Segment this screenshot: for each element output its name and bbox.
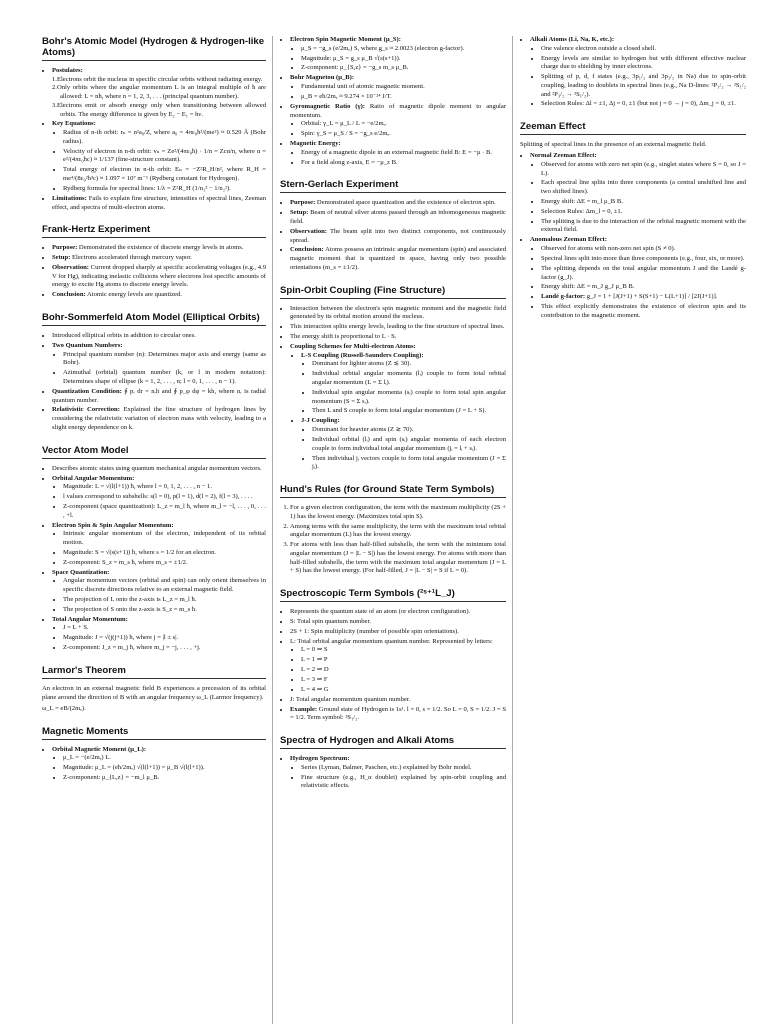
item-label: Key Equations: [52, 120, 96, 128]
item-label: Conclusion: [290, 246, 324, 254]
item-label: Anomalous Zeeman Effect: [530, 236, 607, 244]
section-zeeman [520, 121, 746, 320]
list-item [52, 67, 266, 119]
section-larmor [42, 665, 266, 714]
item-label: J-J Coupling: [301, 417, 340, 425]
column-1 [42, 36, 273, 1024]
list-item: • L = 4 ⇒ G [301, 686, 506, 695]
section-title: Frank-Hertz Experiment [42, 224, 266, 238]
item-label: Relativistic Correction: [52, 406, 120, 414]
list-item: • Interaction between the electron's spin magnetic moment and the magnetic field generated by its orbital motion around the nucleus. [290, 305, 506, 322]
list-item: • This effect explicitly demonstrates the existence of electron spin and its contribution to the magnetic moment. [541, 303, 746, 320]
list-item: • Magnitude: S = √(s(s+1)) ħ, where s = 1/2 for an electron. [63, 549, 266, 558]
list-item: • Z-component: S_z = m_s ħ, where m_s = ±1/2. [63, 559, 266, 568]
list-item: • The energy shift is proportional to L · S. [290, 333, 506, 342]
item-text: Ground state of Hydrogen is 1s¹. l = 0, s = 1/2. So L = 0, S = 1/2. J = S = 1/2. Term symbol: ²S₁/₂. [290, 705, 506, 722]
item-label: Purpose: [52, 244, 78, 252]
list-item: • Orbital: γ_L = μ_L / L = −e/2mₑ. [301, 120, 506, 129]
item-text: ∮ pᵣ dr = nᵣh and ∮ p_φ dφ = kh, where nᵣ is radial quantum number. [52, 387, 266, 404]
list-item [52, 746, 266, 783]
list-item [52, 195, 266, 212]
list-item: • Z-component (space quantization): L_z = m_l ħ, where m_l = −l, . . . , 0, . . . , +l. [63, 503, 266, 520]
section-spin-moment [280, 36, 506, 167]
numbered-item: 1.Electrons orbit the nucleus in specific circular orbits without radiating energy. [52, 75, 263, 83]
item-label: Gyromagnetic Ratio (γ): [290, 102, 365, 110]
list-item [290, 140, 506, 167]
item-label: Setup: [290, 209, 309, 217]
section-bohr [42, 36, 266, 212]
list-item: • L = 3 ⇒ F [301, 676, 506, 685]
section-frank-hertz [42, 224, 266, 300]
list-item: 1. For a given electron configuration, the term with the maximum multiplicity (2S + 1) has the lowest energy. (Maximizes total spin S). [290, 504, 506, 521]
list-item: • Energy of a magnetic dipole in an external magnetic field B: E = −μ · B. [301, 149, 506, 158]
list-item: • Splitting of p, d, f states (e.g., 3p₁/₂ and 3p₃/₂ in Na) due to spin-orbit coupling, leading to doublets in spectral lines (e.g., Na D-lines: ²P₁/₂ → ²S₁/₂ and ²P₃/₂ → ²S₁/₂). [541, 73, 746, 99]
list-item: • Magnitude: L = √(l(l+1)) ħ, where l = 0, 1, 2, . . . , n − 1. [63, 483, 266, 492]
list-item: • Rydberg formula for spectral lines: 1/λ = Z²R_H (1/n₁² − 1/n₂²). [63, 185, 266, 194]
list-item [541, 293, 746, 302]
list-item: • Magnitude: J = √(j(j+1)) ħ, where j = |l ± s|. [63, 634, 266, 643]
item-label: Magnetic Energy: [290, 140, 341, 148]
list-item: • S: Total spin quantum number. [290, 618, 506, 627]
item-label: Observation: [290, 227, 327, 235]
list-item [301, 352, 506, 416]
list-item: • Z-component: J_z = m_j ħ, where m_j = −j, . . . , +j. [63, 644, 266, 653]
list-item: • L = 2 ⇒ D [301, 666, 506, 675]
numbered-item: 3.Electrons emit or absorb energy only when transitioning between allowed orbits. The energy difference is given by E₂ − E₁ = hν. [52, 101, 266, 118]
bullet-list [42, 67, 266, 212]
list-item: • Dominant for heavier atoms (Z ≳ 70). [312, 426, 506, 435]
item-label: Coupling Schemes for Multi-electron Atoms: [290, 342, 416, 350]
item-text: g_J = 1 + [J(J+1) + S(S+1) − L(L+1)] / [2J(J+1)]. [585, 293, 718, 301]
item-text: Beam of neutral silver atoms passed through an inhomogeneous magnetic field. [290, 209, 506, 225]
list-item: • Z-component: μ_{L,z} = −m_l μ_B. [63, 774, 266, 783]
item-label: Two Quantum Numbers: [52, 341, 123, 349]
item-text: L: Total orbital angular momentum quantum number. Represented by letters: [290, 637, 493, 645]
list-item: • Individual spin angular momenta (sᵢ) couple to form total spin angular momentum (S = Σ sᵢ). [312, 389, 506, 406]
list-item [52, 342, 266, 387]
paragraph: An electron in an external magnetic field B experiences a precession of its orbital plane around the direction of B with an angular frequency ω_L (Larmor frequency). [42, 684, 266, 701]
list-item [52, 616, 266, 653]
list-item [290, 638, 506, 695]
list-item: • Describes atomic states using quantum mechanical angular momentum vectors. [52, 465, 266, 474]
item-label: Purpose: [290, 199, 316, 207]
list-item: • Azimuthal (orbital) quantum number (k, or l in modern notation): Determines shape of ellipse (k = 1, 2, . . . , n; l = 0, 1, . . . , n − 1). [63, 369, 266, 386]
list-item: • Fundamental unit of atomic magnetic moment. [301, 83, 506, 92]
list-item: • Represents the quantum state of an atom (or electron configuration). [290, 608, 506, 617]
list-item: • L = 0 ⇒ S [301, 646, 506, 655]
list-item: 2. Among terms with the same multiplicity, the term with the maximum total orbital angular momentum (L) has the lowest energy. [290, 523, 506, 540]
item-label: Quantization Condition: [52, 387, 122, 395]
list-item: • The projection of S onto the z-axis is S_z = m_s ħ. [63, 606, 266, 615]
list-item [290, 246, 506, 272]
item-text: Demonstrated space quantization and the existence of electron spin. [315, 199, 496, 207]
item-label: L-S Coupling (Russell-Saunders Coupling): [301, 351, 424, 359]
list-item [290, 228, 506, 245]
list-item: • Observed for atoms with zero net spin (e.g., singlet states where S = 0, so J = L). [541, 161, 746, 178]
section-magnetic-moments [42, 726, 266, 783]
list-item [52, 475, 266, 521]
list-item [52, 569, 266, 615]
item-text: Atoms possess an intrinsic angular momentum (spin) and associated magnetic moment that is quantized in space, having only two possible orientations (m_s = ±1/2). [290, 246, 506, 271]
item-label: Alkali Atoms (Li, Na, K, etc.): [530, 36, 615, 43]
list-item [52, 120, 266, 193]
list-item: • For a field along z-axis, E = −μ_z B. [301, 159, 506, 168]
section-hund [280, 484, 506, 576]
list-item: • J = L + S. [63, 624, 266, 633]
list-item: • Selection Rules: Δm_l = 0, ±1. [541, 208, 746, 217]
section-stern-gerlach [280, 179, 506, 272]
list-item [290, 209, 506, 226]
item-text: The beam split into two distinct components, not continuously spread. [290, 227, 506, 244]
item-label: Total Angular Momentum: [52, 615, 128, 623]
item-label: Hydrogen Spectrum: [290, 755, 350, 763]
item-label: Bohr Magneton (μ_B): [290, 74, 355, 82]
item-text: Demonstrated the existence of discrete energy levels in atoms. [77, 244, 244, 252]
list-item [52, 522, 266, 568]
list-item [290, 343, 506, 472]
list-item: • Radius of n-th orbit: rₙ = n²a₀/Z, where a₀ = 4πε₀ħ²/(me²) ≈ 0.529 Å (Bohr radius). [63, 129, 266, 146]
item-text: Atomic energy levels are quantized. [85, 291, 182, 299]
list-item: • One valence electron outside a closed shell. [541, 45, 746, 54]
section-title: Larmor's Theorem [42, 665, 266, 679]
item-text: Ratio of magnetic dipole moment to angular momentum. [290, 102, 506, 119]
item-label: Limitations: [52, 194, 87, 202]
list-item: • This interaction splits energy levels, leading to the fine structure of spectral lines. [290, 323, 506, 332]
list-item: • Dominant for lighter atoms (Z ≲ 30). [312, 360, 506, 369]
list-item: • Intrinsic angular momentum of the electron, independent of its orbital motion. [63, 530, 266, 547]
list-item: • The splitting depends on the total angular momentum J and the Landé g-factor (g_J). [541, 265, 746, 282]
item-label: Setup: [52, 254, 71, 262]
list-item: • Individual orbital angular momenta (lᵢ) couple to form total orbital angular momentum (L = Σ lᵢ). [312, 370, 506, 387]
column-2 [273, 36, 513, 1024]
list-item [290, 103, 506, 139]
list-item: • μ_B = eħ/2mₑ ≈ 9.274 × 10⁻²⁴ J/T. [301, 93, 506, 102]
list-item: • Individual orbital (lᵢ) and spin (sᵢ) angular momenta of each electron couple to form individual total angular momentum (jᵢ = lᵢ + sᵢ). [312, 436, 506, 453]
list-item: • Total energy of electron in n-th orbit: Eₙ = −Z²R_H/n², where R_H = me⁴/(8ε₀²h³c) ≈ 1.097 × 10⁷ m⁻¹ (Rydberg constant for Hydrogen). [63, 166, 266, 183]
item-text: Current dropped sharply at specific accelerating voltages (e.g., 4.9 V for Hg), indicating inelastic collisions where electrons lost specific amounts of energy to excite Hg atoms to discrete energy levels. [52, 264, 266, 289]
list-item [52, 291, 266, 300]
list-item: • Energy shift: ΔE = m_J g_J μ_B B. [541, 283, 746, 292]
paragraph: Splitting of spectral lines in the presence of an external magnetic field. [520, 141, 707, 149]
list-item: • Z-component: μ_{S,z} = −g_s m_s μ_B. [301, 64, 506, 73]
list-item [301, 417, 506, 472]
item-label: Normal Zeeman Effect: [530, 152, 597, 160]
item-label: Landé g-factor: [541, 293, 586, 301]
list-item: • μ_L = −(e/2mₑ) L. [63, 754, 266, 763]
list-item: • Principal quantum number (n): Determines major axis and energy (same as Bohr). [63, 351, 266, 368]
list-item: • Energy levels are similar to hydrogen but with different effective nuclear charge due to shielding by inner electrons. [541, 55, 746, 72]
item-text: Explained the fine structure of hydrogen lines by considering the relativistic variation of electron mass with velocity, leading to a slight energy dependence on k. [52, 406, 266, 431]
column-3 [513, 36, 746, 1024]
list-item [52, 406, 266, 432]
item-label: Electron Spin Magnetic Moment (μ_S): [290, 36, 401, 43]
equation: ω_L = eB/(2mₑ). [42, 704, 86, 712]
list-item [290, 36, 506, 73]
list-item [290, 706, 506, 723]
list-item [290, 755, 506, 791]
item-label: Orbital Magnetic Moment (μ_L): [52, 745, 147, 753]
item-label: Space Quantization: [52, 568, 110, 576]
list-item: • Observed for atoms with non-zero net spin (S ≠ 0). [541, 245, 746, 254]
list-item: • Spectral lines split into more than three components (e.g., four, six, or more). [541, 255, 746, 264]
list-item [52, 264, 266, 290]
section-title: Magnetic Moments [42, 726, 266, 740]
item-text: Electrons accelerated through mercury vapor. [70, 254, 192, 262]
section-title: Bohr's Atomic Model (Hydrogen & Hydrogen-like Atoms) [42, 36, 266, 61]
item-label: Orbital Angular Momentum: [52, 474, 135, 482]
list-item: • J: Total angular momentum quantum number. [290, 696, 506, 705]
list-item: • l values correspond to subshells: s(l = 0), p(l = 1), d(l = 2), f(l = 3), . . . . [63, 493, 266, 502]
section-spectra [280, 735, 506, 791]
item-label: Observation: [52, 264, 89, 272]
section-title: Spectra of Hydrogen and Alkali Atoms [280, 735, 506, 749]
section-title: Vector Atom Model [42, 445, 266, 459]
list-item: • The projection of L onto the z-axis is L_z = m_l ħ. [63, 596, 266, 605]
list-item: • Then individual jᵢ vectors couple to form total angular momentum (J = Σ jᵢ). [312, 455, 506, 472]
list-item [530, 36, 746, 109]
list-item: • Introduced elliptical orbits in addition to circular ones. [52, 332, 266, 341]
list-item [52, 388, 266, 405]
list-item: • Energy shift: ΔE = m_l μ_B B. [541, 198, 746, 207]
section-title: Bohr-Sommerfeld Atom Model (Elliptical Orbits) [42, 312, 266, 326]
section-term-symbols [280, 588, 506, 723]
list-item [290, 199, 506, 208]
item-label: Postulates: [52, 67, 83, 75]
list-item: 3. For atoms with less than half-filled subshells, the term with the minimum total angular momentum (J = |L − S|) has the lowest energy. For atoms with more than half-filled subshells, the term with the maximum total angular momentum (J = L + S) has the lowest energy. (For half-filled, J = |L − S| = S if L = 0). [290, 541, 506, 576]
list-item: • Magnitude: μ_L = (eħ/2mₑ) √(l(l+1)) = μ_B √(l(l+1)). [63, 764, 266, 773]
item-text: Fails to explain fine structure, intensities of spectral lines, Zeeman effect, and spectra of multi-electron atoms. [52, 194, 266, 211]
list-item: • Fine structure (e.g., H_α doublet) explained by spin-orbit coupling and relativistic effects. [301, 774, 506, 791]
list-item [290, 74, 506, 101]
list-item: • Spin: γ_S = μ_S / S = −g_s e/2mₑ. [301, 130, 506, 139]
list-item: • Angular momentum vectors (orbital and spin) can only orient themselves in specific discrete directions relative to an external magnetic field. [63, 577, 266, 594]
list-item: • Velocity of electron in n-th orbit: vₙ = Ze²/(4πε₀ħ) · 1/n = Zcα/n, where α = e²/(4πε₀ħc) ≈ 1/137 (fine-structure constant). [63, 148, 266, 165]
list-item: • 2S + 1: Spin multiplicity (number of possible spin orientations). [290, 628, 506, 637]
list-item: • The splitting is due to the interaction of the orbital magnetic moment with the external field. [541, 218, 746, 235]
section-title: Spin-Orbit Coupling (Fine Structure) [280, 285, 506, 299]
numbered-item: 2.Only orbits where the angular momentum L is an integral multiple of ħ are allowed: L = nħ, where n = 1, 2, 3, . . . (principal quantum number). [52, 84, 266, 101]
list-item: • L = 1 ⇒ P [301, 656, 506, 665]
section-bohr-sommerfeld [42, 312, 266, 433]
section-title: Hund's Rules (for Ground State Term Symbols) [280, 484, 506, 498]
list-item: • Series (Lyman, Balmer, Paschen, etc.) explained by Bohr model. [301, 764, 506, 773]
list-item [52, 254, 266, 263]
list-item: • μ_S = −g_s (e/2mₑ) S, where g_s ≈ 2.0023 (electron g-factor). [301, 45, 506, 54]
list-item: • Then L and S couple to form total angular momentum (J = L + S). [312, 407, 506, 416]
item-label: Electron Spin & Spin Angular Momentum: [52, 521, 174, 529]
list-item [530, 236, 746, 320]
list-item [530, 152, 746, 235]
section-title: Zeeman Effect [520, 121, 746, 135]
list-item: • Each spectral line splits into three components (a central unshifted line and two shifted lines). [541, 179, 746, 196]
section-title: Stern-Gerlach Experiment [280, 179, 506, 193]
list-item: • Selection Rules: Δl = ±1, Δj = 0, ±1 (but not j = 0 → j = 0), Δm_j = 0, ±1. [541, 100, 746, 109]
list-item [52, 244, 266, 253]
section-alkali [520, 36, 746, 109]
section-vector-atom [42, 445, 266, 653]
item-label: Example: [290, 705, 318, 713]
section-title: Spectroscopic Term Symbols (²ˢ⁺¹L_J) [280, 588, 506, 602]
section-spin-orbit [280, 285, 506, 472]
item-label: Conclusion: [52, 291, 86, 299]
list-item: • Magnitude: μ_S = g_s μ_B √(s(s+1)). [301, 55, 506, 64]
